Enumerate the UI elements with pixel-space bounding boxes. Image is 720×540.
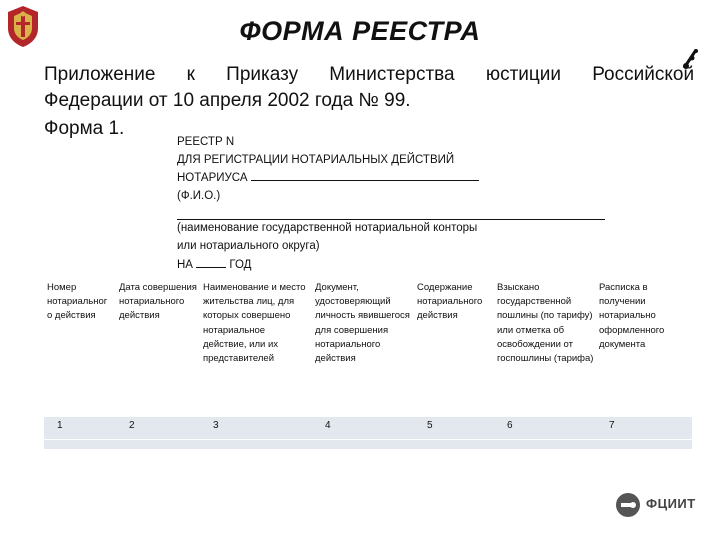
column-number: 6 bbox=[494, 417, 596, 440]
district-caption: или нотариального округа) bbox=[177, 239, 320, 252]
order-reference bbox=[44, 62, 694, 114]
column-number: 7 bbox=[596, 417, 692, 440]
column-number: 3 bbox=[200, 417, 312, 440]
fciit-logo-text: ФЦИИТ bbox=[646, 496, 696, 511]
notary-fio: (Ф.И.О.) bbox=[177, 189, 221, 202]
column-header: Взыскано государственной пошлины (по тарифу) или отметка об освобождении от госпошлины (тарифа) bbox=[494, 277, 596, 417]
column-number: 5 bbox=[414, 417, 494, 440]
office-name-blank bbox=[177, 205, 605, 220]
column-number: 4 bbox=[312, 417, 414, 440]
column-header: Документ, удостоверяющий личность явившегося для совершения нотариального действия bbox=[312, 277, 414, 417]
register-table bbox=[44, 277, 692, 449]
page-title: ФОРМА РЕЕСТРА bbox=[239, 16, 481, 46]
column-number-row bbox=[44, 417, 692, 440]
table-header-row bbox=[44, 277, 692, 417]
column-number: 2 bbox=[116, 417, 200, 440]
register-title: РЕЕСТР N bbox=[177, 136, 235, 148]
year-blank bbox=[196, 256, 226, 268]
notary-name-blank bbox=[251, 169, 479, 181]
year-line: НА ГОД bbox=[177, 256, 617, 275]
column-number: 1 bbox=[44, 417, 116, 440]
table-row bbox=[44, 440, 692, 450]
register-purpose: ДЛЯ РЕГИСТРАЦИИ НОТАРИАЛЬНЫХ ДЕЙСТВИЙ bbox=[177, 153, 455, 166]
column-header: Дата совершения нотариального действия bbox=[116, 277, 200, 417]
office-caption: (наименование государственной нотариальной конторы bbox=[177, 222, 478, 235]
notary-line: НОТАРИУСА bbox=[177, 169, 617, 188]
column-header: Содержание нотариального действия bbox=[414, 277, 494, 417]
column-header: Расписка в получении нотариально оформленного документа bbox=[596, 277, 692, 417]
column-header: Номер нотариальног о действия bbox=[44, 277, 116, 417]
form-number: Форма 1. bbox=[44, 118, 125, 139]
order-reference-line-1: Приложение к Приказу Министерства юстиции Российской bbox=[44, 64, 695, 85]
order-reference-line-2: Федерации от 10 апреля 2002 года № 99. bbox=[44, 90, 411, 111]
register-header bbox=[177, 134, 617, 274]
column-header: Наименование и место жительства лиц, для которых совершено нотариальное действие, или их представителей bbox=[200, 277, 312, 417]
